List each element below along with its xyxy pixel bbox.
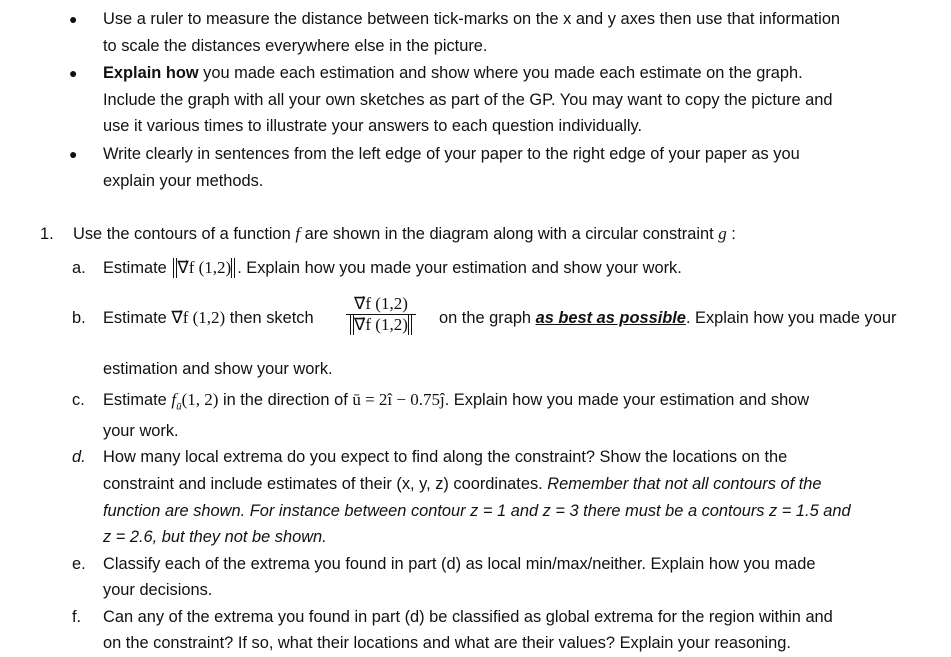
part-f-line-2: on the constraint? If so, what their locations and what are their values? Explain your reasoning. (103, 634, 791, 652)
part-d-line-1: How many local extrema do you expect to find along the constraint? Show the locations on the (103, 448, 788, 466)
part-a-text: Estimate ∇⃗f (1,2) . Explain how you made your estimation and show your work. (103, 258, 682, 277)
part-c-text-cont: your work. (103, 422, 179, 440)
bullet-dot: ● (69, 146, 78, 162)
gradient-norm: ∇⃗f (1,2) (173, 258, 235, 278)
part-e-line-1: Classify each of the extrema you found in part (d) as local min/max/neither. Explain how you made (103, 555, 816, 573)
part-b-text-end: on the graph as best as possible. Explain how you made your (439, 309, 897, 327)
bullet-dot: ● (69, 11, 78, 27)
bullet-3-line-2: explain your methods. (103, 172, 264, 190)
part-b-text-start: Estimate ∇⃗f (1,2) then sketch (103, 308, 314, 327)
part-f-line-1: Can any of the extrema you found in part (d) be classified as global extrema for the region within and (103, 608, 833, 626)
bullet-2-text: you made each estimation and show where you made each estimate on the graph. (198, 64, 803, 82)
constraint-g: g (718, 224, 727, 243)
bullet-dot: ● (69, 65, 78, 81)
part-e-label: e. (72, 555, 86, 573)
bullet-1-line-1: Use a ruler to measure the distance between tick-marks on the x and y axes then use that information (103, 10, 841, 28)
gradient: ∇⃗f (1,2) (171, 308, 226, 327)
part-d-label: d. (72, 448, 86, 466)
part-e-line-2: your decisions. (103, 581, 213, 599)
part-b-label: b. (72, 309, 86, 327)
function-f: f (295, 224, 301, 243)
part-d-line-3: function are shown. For instance between contour z = 1 and z = 3 there must be a contours z = 1.5 and (103, 502, 851, 520)
part-a-label: a. (72, 259, 86, 277)
part-b-text-cont: estimation and show your work. (103, 360, 333, 378)
emphasis: as best as possible (535, 309, 686, 327)
bullet-2-line-2: Include the graph with all your own sketches as part of the GP. You may want to copy the picture and (103, 91, 833, 109)
bullet-2-line-3: use it various times to illustrate your answers to each question individually. (103, 117, 643, 135)
bullet-3-line-1: Write clearly in sentences from the left edge of your paper to the right edge of your paper as you (103, 145, 800, 163)
unit-gradient-fraction: $\frac{\nabla⃗f (1,2)}{\nabla⃗f (1,2)}$ (346, 294, 416, 335)
bullet-2-line-1 (103, 60, 803, 87)
part-c-text: Estimate $f_ū(1$, 2) in the direction of ū = 2î − 0.75ĵ. Explain how you made your estimation and show (103, 390, 810, 413)
question-number: 1. (40, 225, 54, 243)
direction-vector: ū = 2î − 0.75ĵ (352, 390, 445, 409)
bullet-1-line-2: to scale the distances everywhere else in the picture. (103, 37, 488, 55)
part-c-label: c. (72, 391, 85, 409)
bullet-2-bold: Explain how (103, 64, 199, 82)
part-d-line-4: z = 2.6, but they not be shown. (103, 528, 327, 546)
question-1-text: Use the contours of a function f are shown in the diagram along with a circular constraint g : (73, 224, 736, 243)
part-d-line-2: constraint and include estimates of their (x, y, z) coordinates. Remember that not all contours of the (103, 475, 822, 493)
part-f-label: f. (72, 608, 82, 626)
